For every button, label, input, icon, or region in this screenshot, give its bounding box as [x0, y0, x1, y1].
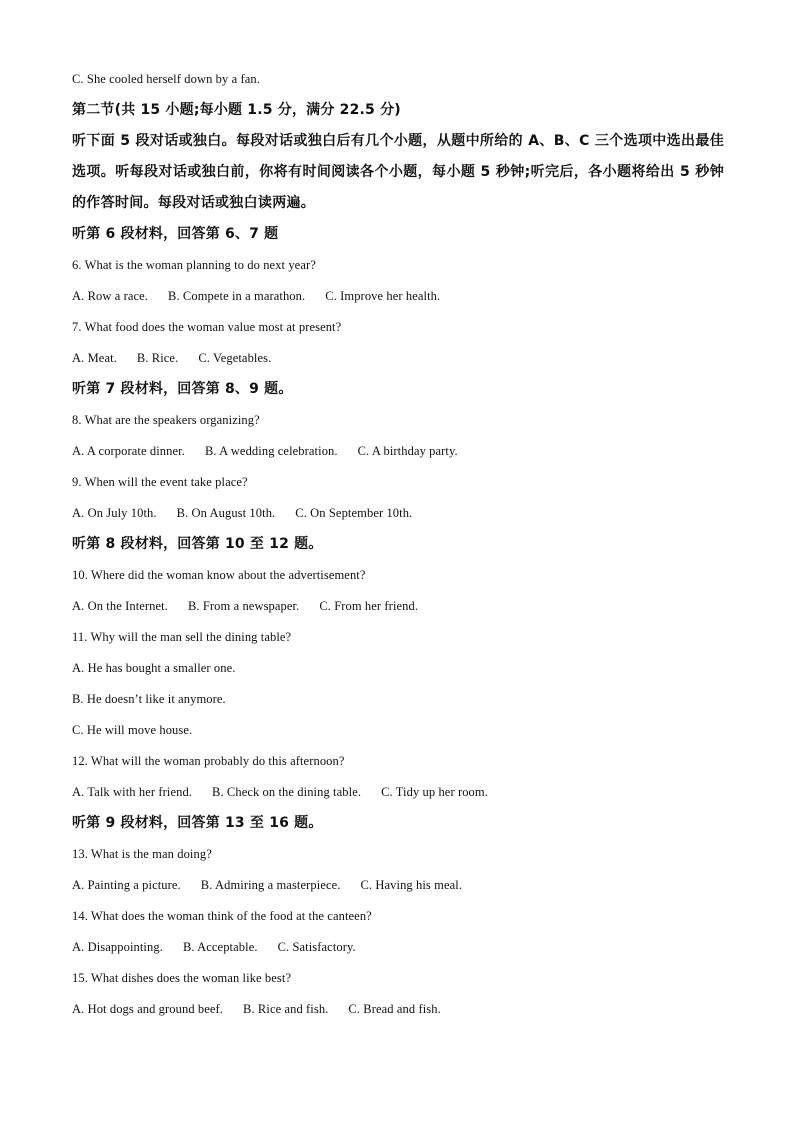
options-row [72, 591, 724, 622]
group-heading: 听第 7 段材料，回答第 8、9 题。 [72, 381, 293, 397]
question-stem: 9. When will the event take place? [72, 475, 248, 489]
group-heading: 听第 9 段材料，回答第 13 至 16 题。 [72, 815, 323, 831]
option-c: C. He will move house. [72, 723, 193, 737]
option-a: A. Painting a picture. [72, 878, 181, 892]
question-stem: 7. What food does the woman value most at present? [72, 320, 342, 334]
options-row [72, 436, 724, 467]
group-heading: 听第 8 段材料，回答第 10 至 12 题。 [72, 536, 323, 552]
option-b: B. Acceptable. [182, 940, 258, 954]
options-row [72, 343, 724, 374]
options-row [72, 932, 724, 963]
option-a: A. Talk with her friend. [72, 785, 193, 799]
options-row [72, 870, 724, 901]
option-b: B. On August 10th. [176, 506, 276, 520]
option-c: C. On September 10th. [295, 506, 413, 520]
document-page [72, 64, 724, 1025]
option-a: A. On the Internet. [72, 599, 168, 613]
question-stem: 13. What is the man doing? [72, 847, 212, 861]
option-c: C. Satisfactory. [277, 940, 356, 954]
option-a: A. Row a race. [72, 289, 149, 303]
option-b: B. Compete in a marathon. [168, 289, 306, 303]
option-c: C. Vegetables. [198, 351, 272, 365]
section-title: 第二节(共 15 小题;每小题 1.5 分，满分 22.5 分) [72, 102, 401, 118]
options-row [72, 994, 724, 1025]
option-c: C. Tidy up her room. [381, 785, 488, 799]
option-b: B. Rice. [136, 351, 179, 365]
option-b: B. A wedding celebration. [204, 444, 338, 458]
option-c: C. A birthday party. [357, 444, 458, 458]
group-heading: 听第 6 段材料，回答第 6、7 题 [72, 226, 279, 242]
option-c: C. From her friend. [319, 599, 419, 613]
options-row [72, 498, 724, 529]
option-b: B. He doesn’t like it anymore. [72, 692, 226, 706]
section-instructions: 听下面 5 段对话或独白。每段对话或独白后有几个小题，从题中所给的 A、B、C 三个选项中选出最佳选项。听每段对话或独白前，你将有时间阅读各个小题，每小题 5 秒钟;听完后，各小题将给出 5 秒钟的作答时间。每段对话或独白读两遍。 [72, 133, 724, 211]
option-a: A. He has bought a smaller one. [72, 661, 236, 675]
option-b: B. Check on the dining table. [212, 785, 362, 799]
question-stem: 6. What is the woman planning to do next year? [72, 258, 316, 272]
option-c: C. Having his meal. [360, 878, 463, 892]
option-a: A. On July 10th. [72, 506, 157, 520]
question-stem: 11. Why will the man sell the dining table? [72, 630, 292, 644]
option-c: C. Improve her health. [325, 289, 441, 303]
option-b: B. Rice and fish. [243, 1002, 329, 1016]
option-line: C. She cooled herself down by a fan. [72, 72, 260, 86]
question-stem: 10. Where did the woman know about the advertisement? [72, 568, 366, 582]
question-stem: 14. What does the woman think of the food at the canteen? [72, 909, 372, 923]
question-stem: 12. What will the woman probably do this afternoon? [72, 754, 345, 768]
option-a: A. Disappointing. [72, 940, 163, 954]
option-b: B. Admiring a masterpiece. [200, 878, 341, 892]
option-a: A. Meat. [72, 351, 117, 365]
options-row [72, 777, 724, 808]
option-a: A. A corporate dinner. [72, 444, 185, 458]
option-a: A. Hot dogs and ground beef. [72, 1002, 224, 1016]
options-row [72, 281, 724, 312]
option-b: B. From a newspaper. [187, 599, 300, 613]
question-stem: 8. What are the speakers organizing? [72, 413, 260, 427]
question-stem: 15. What dishes does the woman like best? [72, 971, 292, 985]
option-c: C. Bread and fish. [348, 1002, 441, 1016]
